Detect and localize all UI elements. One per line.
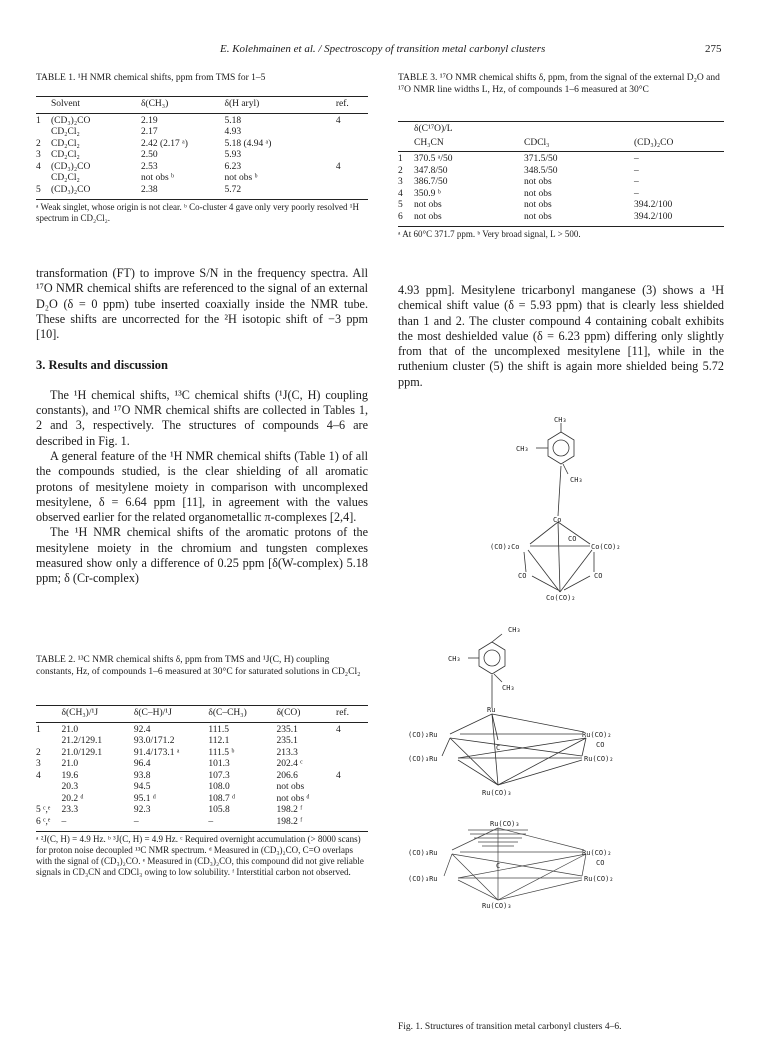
figure-1-structures (398, 410, 724, 1040)
table-cell: 386.7/50 (414, 177, 448, 187)
table-cell: 5 ᶜ,ᵉ (36, 805, 51, 815)
structure-5-labels (408, 626, 614, 797)
label: Ru(CO)₂ (582, 731, 612, 739)
paragraph: The ¹H NMR chemical shifts of the aromatic protons of the mesitylene moiety in the chromium and tungsten complexes measured show only a difference of 0.25 ppm [δ(W-complex) 5.18 ppm; δ (Cr-complex) (36, 525, 368, 586)
table-cell: not obs (524, 200, 552, 210)
paragraph: A general feature of the ¹H NMR chemical shifts (Table 1) of all the compounds studied, is the clear shielding of all aromatic protons of mesitylene moiety in comparison with uncomplexed mesitylene, δ = 6.64 ppm [11], in agreement with the values observed earlier for the related organometallic π-complexes [2,4]. (36, 448, 368, 525)
mesitylene-ring (548, 432, 574, 464)
table-cell: 3 (398, 177, 403, 187)
table-cell: 2 (36, 138, 41, 149)
table-cell: 4 (336, 724, 341, 735)
table-cell: 4 (36, 770, 41, 781)
table2-footnote: ᵃ ²J(C, H) = 4.9 Hz. ᵇ ³J(C, H) = 4.9 Hz. ᶜ Required overnight accumulation (> 8000 scans) for proton noise decoupled ¹³C NMR spectrum. ᵈ Measured in (CD₃)₂CO, C=O overlaps with the signal of (CD₃)₂CO. ᵉ Measured in (CD₃)₂CO, this compound did not give reliable signals in CD₃CN and CDCl₃ owing to low solubility. ᶠ Interstitial carbon not observed. (36, 831, 368, 878)
table-row (36, 759, 368, 771)
label: (CO)₃Ru (408, 849, 438, 857)
table-cell (336, 736, 368, 748)
table-row (36, 794, 368, 806)
column-header: δ(CO) (276, 708, 301, 718)
table-cell: 6 (398, 211, 403, 222)
table-cell: not obs (524, 188, 552, 199)
table-row (36, 748, 368, 760)
page-number: 275 (705, 43, 722, 55)
table-cell: – (634, 154, 639, 164)
table-cell: 2.19 (140, 115, 158, 126)
column-header: ref. (335, 99, 349, 109)
table-cell: 4 (336, 770, 341, 781)
label: Co(CO)₂ (546, 594, 576, 602)
table-cell (336, 782, 368, 794)
table-cell: 94.5 (133, 782, 151, 792)
table-row (36, 173, 368, 185)
table-cell: – (61, 816, 67, 827)
table-cell (36, 782, 62, 794)
table-cell: 21.0/129.1 (61, 747, 103, 758)
table-cell: 108.0 (208, 782, 230, 792)
table-cell (336, 139, 368, 151)
label: CH₃ (570, 476, 583, 484)
column-header: δ(C–H)/¹J (133, 708, 172, 718)
table-cell: 2.50 (140, 150, 158, 160)
table-cell: 4 (36, 161, 41, 172)
column-header: CDCl₃ (524, 137, 550, 148)
left-column-text (36, 266, 368, 587)
table-cell: 2.17 (140, 127, 158, 137)
column-header (36, 706, 62, 723)
structure-6-labels (408, 820, 614, 910)
table-cell: 394.2/100 (634, 200, 673, 210)
table-cell (336, 794, 368, 806)
table-cell: 23.3 (61, 805, 79, 815)
table-cell: not obs (414, 200, 442, 210)
label: (CO)₃Ru (408, 875, 438, 883)
table-cell: 6.23 (224, 161, 242, 172)
table-cell: (CD₃)₂CO (50, 161, 91, 172)
label: Ru(CO)₂ (582, 849, 612, 857)
label: CO (596, 859, 605, 867)
table-cell: 92.3 (133, 805, 151, 815)
paragraph: transformation (FT) to improve S/N in the frequency spectra. All ¹⁷O NMR chemical shifts are referenced to the signal of an external D₂O (δ = 0 ppm) tube inserted coaxially inside the NMR tube. These shifts are uncorrected for the ²H isotopic shift of −3 ppm [10]. (36, 266, 368, 342)
table-cell: 198.2 ᶠ (276, 805, 303, 815)
table-cell: 5.18 (224, 115, 242, 126)
column-header: δ(CH₃)/¹J (61, 708, 99, 718)
table3-footnote: ᵃ At 60°C 371.7 ppm. ᵇ Very broad signal, L > 500. (398, 226, 724, 240)
table-cell: CD₂Cl₂ (50, 138, 80, 149)
column-header: ref. (336, 708, 349, 718)
table-cell: 1 (36, 115, 41, 126)
table-cell: not obs (276, 782, 305, 792)
table-cell: not obs ᵇ (140, 173, 174, 183)
table-cell: not obs (524, 211, 552, 222)
table-cell: 1 (36, 724, 41, 735)
table-cell: 21.0 (61, 759, 79, 769)
table-cell: 4 (398, 188, 403, 199)
table-cell: 91.4/173.1 ᵃ (133, 747, 180, 758)
table-row (36, 127, 368, 139)
label: (CO)₂Ru (408, 731, 438, 739)
table-cell: 206.6 (276, 770, 298, 781)
label: Ru (487, 706, 496, 714)
paragraph: 4.93 ppm]. Mesitylene tricarbonyl manganese (3) shows a ¹H chemical shift value (δ = 5.93 ppm) that is clearly less shielded than 1 and 2. The cluster compound 4 containing cobalt exhibits the most deshielded value (δ = 6.23 ppm) differing only slightly from that of the uncomplexed mesitylene [11], while in the ruthenium cluster (5) the shift is again more shielded being 5.72 ppm. (398, 283, 724, 389)
table-cell: 19.6 (61, 770, 79, 781)
table3-caption: TABLE 3. ¹⁷O NMR chemical shifts δ, ppm, from the signal of the external D₂O and ¹⁷O NMR line widths L, Hz, of compounds 1–6 measured at 30°C (398, 73, 720, 95)
table3-group-header: δ(C¹⁷O)/L (414, 124, 453, 134)
table-row (398, 200, 724, 212)
table-cell: 6 ᶜ,ᵉ (36, 816, 51, 827)
table-cell: not obs (414, 211, 442, 222)
label: Ru(CO)₃ (482, 902, 512, 910)
label: (CO)₃Ru (408, 755, 438, 763)
table-cell (336, 759, 368, 771)
label: Ru(CO)₂ (584, 755, 614, 763)
table-row (36, 817, 368, 829)
structure-5 (442, 634, 586, 785)
table1-caption: TABLE 1. ¹H NMR chemical shifts, ppm from TMS for 1–5 (36, 73, 266, 83)
running-title: E. Kolehmainen et al. / Spectroscopy of transition metal carbonyl clusters (220, 43, 546, 55)
table-row (36, 736, 368, 748)
table-cell: 5.93 (224, 150, 242, 160)
structure-6 (444, 828, 586, 900)
paragraph: The ¹H chemical shifts, ¹³C chemical shifts (¹J(C, H) coupling constants), and ¹⁷O NMR chemical shifts are collected in Tables 1, 2 and 3, respectively. The structures of compounds 4–6 are described in Fig. 1. (36, 387, 368, 448)
table-cell: 2.38 (140, 184, 158, 195)
label: CO (594, 572, 603, 580)
table-row (36, 722, 368, 736)
mesitylene-ring (479, 642, 505, 674)
table-cell: 105.8 (208, 805, 230, 815)
table-cell: 21.2/129.1 (61, 736, 103, 746)
table-cell: 394.2/100 (634, 211, 673, 222)
table-cell: (CD₃)₂CO (50, 184, 91, 195)
table3 (398, 121, 724, 240)
table-cell: 1 (398, 154, 403, 164)
table-cell: CD₂Cl₂ (50, 127, 80, 137)
table-row (36, 782, 368, 794)
label: CH₃ (554, 416, 567, 424)
label: Ru(CO)₂ (584, 875, 614, 883)
table-cell: 371.5/50 (524, 154, 558, 164)
table-cell: not obs (524, 177, 552, 187)
table-cell: 350.9 ᵇ (414, 188, 441, 199)
table-row (398, 166, 724, 178)
table-cell: 4.93 (224, 127, 242, 137)
table-cell: 20.2 ᵈ (61, 793, 84, 804)
table-cell: 108.7 ᵈ (208, 793, 236, 804)
table-cell (336, 173, 368, 185)
column-header: (CD₃)₂CO (634, 137, 674, 148)
table-cell (336, 127, 368, 139)
table-cell: 5 (398, 200, 403, 210)
table-cell (336, 817, 368, 829)
table-cell (36, 794, 62, 806)
column-header: δ(H aryl) (224, 99, 260, 109)
label: Co(CO)₂ (591, 543, 621, 551)
table-cell: 107.3 (208, 770, 230, 781)
table-cell: CD₂Cl₂ (50, 150, 80, 160)
table-cell (336, 748, 368, 760)
table-cell: 92.4 (133, 724, 151, 735)
table-cell: 95.1 ᵈ (133, 793, 156, 804)
table1-footnote: ᵃ Weak singlet, whose origin is not clear. ᵇ Co-cluster 4 gave only very poorly resolved ¹H spectrum in CD₂Cl₂. (36, 199, 368, 224)
table-cell: 4 (335, 161, 341, 172)
section-title: 3. Results and discussion (36, 358, 168, 373)
table-cell: 2 (398, 165, 403, 176)
table-cell: 4 (335, 115, 341, 126)
table-row (398, 212, 724, 224)
table-cell: 2.42 (2.17 ᵃ) (140, 138, 188, 149)
table2 (36, 705, 368, 878)
table-cell (336, 805, 368, 817)
table-cell (36, 127, 51, 139)
table-cell: 21.0 (61, 724, 79, 735)
table-row (36, 805, 368, 817)
table-row (398, 177, 724, 189)
aromatic-circle (553, 440, 569, 456)
table-cell: 198.2 ᶠ (276, 816, 303, 827)
table-cell: 93.8 (133, 770, 151, 781)
table-row (398, 189, 724, 201)
table-cell: 2.53 (140, 161, 158, 172)
column-header: δ(CH₃) (140, 99, 169, 109)
table-cell: (CD₃)₂CO (50, 115, 91, 126)
table-cell: not obs ᵇ (224, 173, 258, 183)
table-cell (36, 736, 62, 748)
label: C (496, 862, 501, 870)
table-row (36, 162, 368, 174)
column-header: Solvent (50, 99, 81, 109)
table-cell: 235.1 (276, 724, 298, 735)
table2-caption: TABLE 2. ¹³C NMR chemical shifts δ, ppm from TMS and ¹J(C, H) coupling constants, Hz, of compounds 1–6 measured at 30°C for saturated solutions in CD₂Cl₂ (36, 655, 361, 677)
table-row (398, 152, 724, 166)
table-cell: 235.1 (276, 736, 298, 746)
table-cell: 3 (36, 759, 41, 769)
column-header (36, 97, 51, 114)
table-cell: – (133, 816, 139, 827)
table-cell: 213.3 (276, 747, 298, 758)
table-row (36, 771, 368, 783)
table-cell (336, 150, 368, 162)
right-column-text (398, 283, 724, 390)
table-cell: CD₂Cl₂ (50, 173, 80, 183)
table-row (36, 150, 368, 162)
label: C (496, 744, 501, 752)
column-header: δ(C–CH₃) (208, 708, 247, 718)
table-cell: 3 (36, 150, 41, 160)
table-row (36, 113, 368, 127)
table-cell: 2 (36, 747, 41, 758)
table-cell: 111.5 ᵇ (208, 747, 235, 758)
table-cell: not obs ᵈ (276, 793, 310, 804)
label: Co (553, 516, 562, 524)
column-header: CH₃CN (414, 137, 444, 148)
label: Ru(CO)₃ (490, 820, 520, 828)
label: CH₃ (516, 445, 529, 453)
table-cell: 5 (36, 184, 41, 195)
label: CO (568, 535, 577, 543)
label: CO (596, 741, 605, 749)
structure-4-labels (490, 416, 621, 602)
table-cell: – (208, 816, 214, 827)
table-cell: 111.5 (208, 724, 230, 735)
table-cell: – (634, 165, 639, 176)
table-cell: 5.72 (224, 184, 242, 195)
structure-4 (524, 423, 594, 592)
table-cell: 5.18 (4.94 ᵃ) (224, 138, 272, 149)
table-cell: 112.1 (208, 736, 230, 746)
table-row (36, 185, 368, 197)
label: CH₃ (508, 626, 521, 634)
label: CH₃ (502, 684, 515, 692)
table-cell: – (634, 177, 639, 187)
table-cell: 20.3 (61, 782, 79, 792)
table1 (36, 96, 368, 224)
label: Ru(CO)₃ (482, 789, 512, 797)
table-cell: 370.5 ᵃ/50 (414, 154, 453, 164)
label: (CO)₂Co (490, 543, 520, 551)
label: CH₃ (448, 655, 461, 663)
table-cell: 348.5/50 (524, 165, 558, 176)
table-cell: 96.4 (133, 759, 151, 769)
table-cell (36, 173, 51, 185)
table-cell: – (634, 188, 639, 199)
figure-caption: Fig. 1. Structures of transition metal carbonyl clusters 4–6. (398, 1022, 622, 1032)
table-cell: 101.3 (208, 759, 230, 769)
table-cell: 93.0/171.2 (133, 736, 175, 746)
table-cell: 347.8/50 (414, 165, 448, 176)
label: CO (518, 572, 527, 580)
column-header (398, 136, 414, 152)
aromatic-circle (484, 650, 500, 666)
table-cell (336, 185, 368, 197)
table-row (36, 139, 368, 151)
table-cell: 202.4 ᶜ (276, 759, 303, 769)
